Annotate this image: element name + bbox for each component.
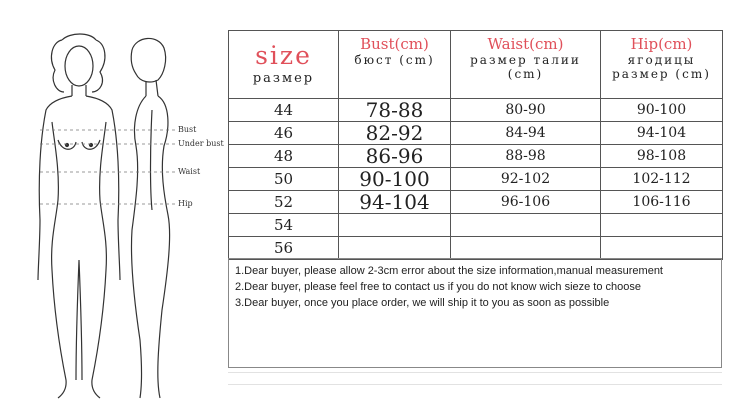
header-hip-subtitle: ягодицы размер (cm): [612, 53, 711, 81]
measurement-lines: [40, 130, 176, 204]
table-row: [229, 237, 723, 260]
waist-cell: 80-90: [451, 99, 601, 122]
table-header-row: [229, 31, 723, 99]
size-cell: 46: [229, 122, 339, 145]
hip-cell: 98-108: [601, 145, 723, 168]
body-measurement-figure: [0, 30, 228, 408]
size-cell: 56: [229, 237, 339, 260]
hip-cell: 90-100: [601, 99, 723, 122]
bust-cell: 82-92: [339, 122, 451, 145]
bust-cell: [339, 214, 451, 237]
bust-cell: 90-100: [339, 168, 451, 191]
size-cell: 44: [229, 99, 339, 122]
header-size-title: size: [255, 41, 312, 70]
header-hip: [601, 31, 723, 99]
waist-cell: 96-106: [451, 191, 601, 214]
table-row: [229, 191, 723, 214]
size-cell: 50: [229, 168, 339, 191]
bust-cell: 78-88: [339, 99, 451, 122]
table-row: [229, 168, 723, 191]
waist-cell: 92-102: [451, 168, 601, 191]
hip-cell: 106-116: [601, 191, 723, 214]
table-row: [229, 99, 723, 122]
waist-cell: [451, 237, 601, 260]
waist-cell: [451, 214, 601, 237]
table-row: [229, 122, 723, 145]
size-cell: 48: [229, 145, 339, 168]
hip-cell: 102-112: [601, 168, 723, 191]
header-bust-title: Bust(cm): [360, 35, 429, 53]
header-waist-title: Waist(cm): [487, 35, 564, 53]
table-row: [229, 145, 723, 168]
header-hip-title: Hip(cm): [630, 35, 693, 53]
bust-label: Bust: [178, 125, 197, 134]
notes-box: [228, 258, 722, 368]
grid-line: [228, 372, 722, 373]
under-bust-label: Under bust: [178, 139, 224, 148]
note-line: 1.Dear buyer, please allow 2-3cm error about the size information,manual measurement: [235, 265, 663, 277]
grid-line: [228, 384, 722, 385]
hip-cell: [601, 237, 723, 260]
size-cell: 54: [229, 214, 339, 237]
bust-cell: 94-104: [339, 191, 451, 214]
bust-cell: 86-96: [339, 145, 451, 168]
hip-label: Hip: [178, 199, 193, 208]
note-line: 2.Dear buyer, please feel free to contact us if you do not know wich sieze to choose: [235, 281, 642, 293]
table-row: [229, 214, 723, 237]
header-waist-subtitle: размер талии (cm): [470, 53, 581, 81]
waist-label: Waist: [178, 167, 201, 176]
hip-cell: 94-104: [601, 122, 723, 145]
waist-cell: 88-98: [451, 145, 601, 168]
note-line: 3.Dear buyer, once you place order, we will ship it to you as soon as possible: [235, 297, 610, 309]
header-size-ru: размер: [252, 71, 315, 86]
bust-cell: [339, 237, 451, 260]
body-figure-svg: [0, 30, 228, 408]
front-figure: [38, 34, 120, 398]
header-size: [229, 31, 339, 99]
size-cell: 52: [229, 191, 339, 214]
size-table: [228, 30, 723, 260]
hip-cell: [601, 214, 723, 237]
side-figure: [131, 38, 169, 398]
header-bust-subtitle: бюст (cm): [354, 53, 435, 67]
header-waist: [451, 31, 601, 99]
waist-cell: 84-94: [451, 122, 601, 145]
header-bust: [339, 31, 451, 99]
